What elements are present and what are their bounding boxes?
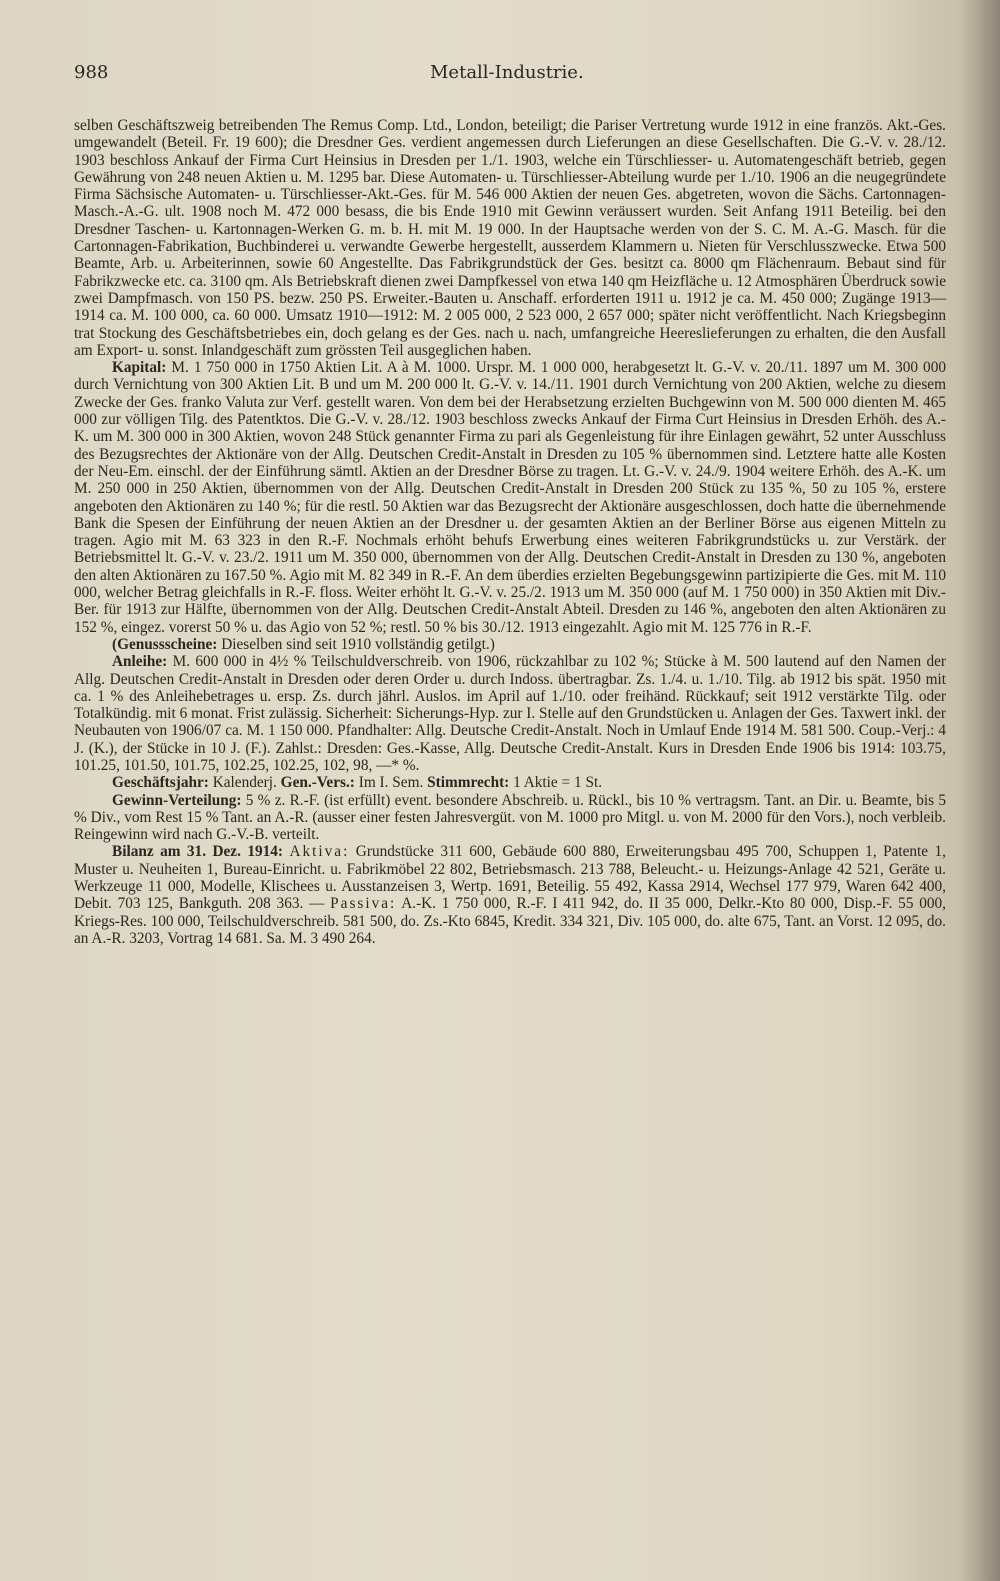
geschaeftsjahr-text: Kalenderj. <box>212 774 277 792</box>
page-number: 988 <box>74 62 109 83</box>
company-description <box>74 117 946 359</box>
kapital-text: M. 1 750 000 in 1750 Aktien Lit. A à M. 1000. Urspr. M. 1 000 000, herabgesetzt lt. G.-V. v. 20./11. 1897 um M. 300 000 durch Vernichtung von 300 Aktien Lit. B und um M. 200 000 lt. G.-V. v. 14./11. 1901 durch Vernichtung von 200 Aktien, welche zu diesem Zwecke der Ges. franko Valuta zur Verf. gestellt waren. Von dem bei der Herabsetzung erzielten Buchgewinn von M. 500 000 dienten M. 465 000 zur völligen Tilg. des Patentktos. Die G.-V. v. 28./12. 1903 beschloss zwecks Ankauf der Firma Curt Heinsius in Dresden Erhöh. des A.-K. um M. 300 000 in 300 Aktien, wovon 248 Stück genannter Firma zu pari als Gegenleistung für ihre Einlagen gewährt, 52 unter Ausschluss des Bezugsrechtes der Aktionäre von der Allg. Deutschen Credit-Anstalt in Dresden zu 105 % übernommen sind. Letztere hatte alle Kosten der Neu-Em. einschl. der der Einführung sämtl. Aktien an der Dresdner Börse zu tragen. Lt. G.-V. v. 24./9. 1904 weitere Erhöh. des A.-K. um M. 250 000 in 250 Aktien, übernommen von der Allg. Deutschen Credit-Anstalt in Dresden 200 Stück zu 135 %, 50 zu 105 %, erstere angeboten den Aktionären zu 140 %; für die restl. 50 Aktien war das Bezugsrecht der Aktionäre ausgeschlossen, doch hatte die übernehmende Bank die Spesen der Einführung der neuen Aktien an der Dresdner u. der gesamten Aktien an der Berliner Börse aus eigenen Mitteln zu tragen. Agio mit M. 63 323 in den R.-F. Nochmals erhöht behufs Erwerbung eines weiteren Fabrikgrundstücks u. zur Verstärk. der Betriebsmittel lt. G.-V. v. 23./2. 1911 um M. 350 000, übernommen von der Allg. Deutschen Credit-Anstalt in Dresden zu 130 %, angeboten den alten Aktionären zu 167.50 %. Agio mit M. 82 349 in R.-F. An dem überdies erzielten Begebungsgewinn partizipierte die Ges. mit M. 110 000, welcher Betrag gleichfalls in R.-F. floss. Weiter erhöht lt. G.-V. v. 25./2. 1913 um M. 350 000 (auf M. 1 750 000) in 350 Aktien mit Div.-Ber. für 1913 zur Hälfte, übernommen von der Allg. Deutschen Credit-Anstalt Abteil. Dresden zu 146 %, angeboten den alten Aktionären zu 152 %, eingez. vorerst 50 % u. das Agio von 52 %; restl. 50 % bis 30./12. 1913 eingezahlt. Agio mit M. 125 776 in R.-F. <box>74 359 946 636</box>
aktiva-label: Aktiva: <box>289 843 350 861</box>
genussscheine-text: Dieselben sind seit 1910 vollständig getilgt.) <box>221 635 495 653</box>
stimmrecht-text: 1 Aktie = 1 St. <box>513 774 603 792</box>
bilanz-section <box>74 843 946 947</box>
gen-vers-text: Im I. Sem. <box>358 774 424 792</box>
kapital-label: Kapital: <box>112 359 167 377</box>
bilanz-label: Bilanz am 31. Dez. 1914: <box>112 843 284 861</box>
genussscheine-section <box>74 636 946 653</box>
running-title: Metall-Industrie. <box>430 62 584 83</box>
anleihe-section <box>74 653 946 774</box>
aktiva-text: Grundstücke 311 600, Gebäude 600 880, Erweiterungsbau 495 700, Schuppen 1, Patente 1, Muster u. Neuheiten 1, Bureau-Einricht. u. Fabrikmöbel 22 802, Betriebsmasch. 213 788, Beleucht.- u. Heizungs-Anlage 42 521, Geräte u. Werkzeuge 11 000, Modelle, Klischees u. Ausstanzeisen 3, Wertp. 1691, Beteilig. 55 492, Kassa 2914, Wechsel 177 979, Waren 642 400, Debit. 703 125, Bankguth. 208 363. — <box>74 843 947 913</box>
gewinn-verteilung-section <box>74 792 946 844</box>
gewinn-verteilung-text: 5 % z. R.-F. (ist erfüllt) event. besondere Abschreib. u. Rückl., bis 10 % vertragsm. Tant. an Dir. u. Beamte, bis 5 % Div., vom Rest 15 % Tant. an A.-R. (ausser einer festen Jahresvergüt. von M. 1000 pro Mitgl. u. von M. 2000 für den Vors.), noch verbleib. Reingewinn wird nach G.-V.-B. verteilt. <box>74 791 946 844</box>
page-header <box>74 62 954 92</box>
kapital-section <box>74 359 946 636</box>
gewinn-verteilung-label: Gewinn-Verteilung: <box>112 791 242 809</box>
passiva-label: Passiva: <box>330 895 397 913</box>
stimmrecht-label: Stimmrecht: <box>427 774 510 792</box>
page-body <box>74 117 946 947</box>
passiva-text: A.-K. 1 750 000, R.-F. I 411 942, do. II 35 000, Delkr.-Kto 80 000, Disp.-F. 55 000, Kriegs-Res. 100 000, Teilschuldverschreib. 581 500, do. Zs.-Kto 6845, Kredit. 334 321, Div. 105 000, do. alte 675, Tant. an Vorst. 12 095, do. an A.-R. 3203, Vortrag 14 681. Sa. M. 3 490 264. <box>74 895 946 947</box>
description-text: selben Geschäftszweig betreibenden The Remus Comp. Ltd., London, beteiligt; die Pariser Vertretung wurde 1912 in eine französ. Akt.-Ges. umgewandelt (Beteil. Fr. 19 600); die Dresdner Ges. verdient angemessen durch Lieferungen an diese Gesellschaften. Die G.-V. v. 28./12. 1903 beschloss Ankauf der Firma Curt Heinsius in Dresden per 1./1. 1903, welche ein Türschliesser- u. Automatengeschäft betrieb, gegen Gewährung von 248 neuen Aktien u. M. 1295 bar. Diese Automaten- u. Türschliesser-Abteilung wurde per 1./10. 1906 an die neugegründete Firma Sächsische Automaten- u. Türschliesser-Akt.-Ges. für M. 546 000 Aktien der neuen Ges. abgetreten, wovon die Sächs. Cartonnagen-Masch.-A.-G. ult. 1908 noch M. 472 000 besass, die bis Ende 1910 mit Gewinn veräussert wurden. Seit Anfang 1911 Beteilig. bei den Dresdner Taschen- u. Kartonnagen-Werken G. m. b. H. mit M. 19 000. In der Hauptsache werden von der S. C. M. A.-G. Masch. für die Cartonnagen-Fabrikation, Buchbinderei u. verwandte Gewerbe hergestellt, ausserdem Klammern u. Nieten für Verschlusszwecke. Etwa 500 Beamte, Arb. u. Arbeiterinnen, sowie 60 Angestellte. Das Fabrikgrundstück der Ges. besitzt ca. 8000 qm Flächenraum. Bebaut sind für Fabrikzwecke etc. ca. 3100 qm. Als Betriebskraft dienen zwei Dampfkessel von etwa 140 qm Heizfläche u. 12 Atmosphären Überdruck sowie zwei Dampfmasch. von 150 PS. bezw. 250 PS. Erweiter.-Bauten u. Anschaff. erforderten 1911 u. 1912 je ca. M. 450 000; Zugänge 1913—1914 ca. M. 100 000, ca. 60 000. Umsatz 1910—1912: M. 2 005 000, 2 523 000, 2 657 000; später nicht veröffentlicht. Nach Kriegsbeginn trat Stockung des Geschäftsbetriebes ein, doch gelang es der Ges. nach u. nach, umfangreiche Heereslieferungen zu erhalten, die den Ausfall am Export- u. sonst. Inlandgeschäft zum grössten Teil ausgeglichen haben. <box>74 117 946 359</box>
genussscheine-label: (Genussscheine: <box>112 635 218 653</box>
anleihe-label: Anleihe: <box>112 653 168 671</box>
geschaeftsjahr-section <box>74 774 946 791</box>
geschaeftsjahr-label: Geschäftsjahr: <box>112 774 209 792</box>
anleihe-text: M. 600 000 in 4½ % Teilschuldverschreib. von 1906, rückzahlbar zu 102 %; Stücke à M. 500 lautend auf den Namen der Allg. Deutschen Credit-Anstalt in Dresden oder deren Order u. durch Indoss. übertragbar. Zs. 1./4. u. 1./10. Tilg. ab 1912 bis spät. 1950 mit ca. 1 % des Anleihebetrages u. ersp. Zs. durch jährl. Auslos. im April auf 1./10. oder freihänd. Rückkauf; seit 1912 verstärkte Tilg. oder Totalkündig. mit 6 monat. Frist zulässig. Sicherheit: Sicherungs-Hyp. zur I. Stelle auf den Grundstücken u. Anlagen der Ges. Taxwert inkl. der Neubauten von 1906/07 ca. M. 1 150 000. Pfandhalter: Allg. Deutsche Credit-Anstalt. Noch in Umlauf Ende 1914 M. 581 500. Coup.-Verj.: 4 J. (K.), der Stücke in 10 J. (F.). Zahlst.: Dresden: Ges.-Kasse, Allg. Deutsche Credit-Anstalt. Kurs in Dresden Ende 1906 bis 1914: 103.75, 101.25, 101.50, 101.75, 102.25, 102.25, 102, 98, —* %. <box>74 653 946 774</box>
gen-vers-label: Gen.-Vers.: <box>280 774 355 792</box>
